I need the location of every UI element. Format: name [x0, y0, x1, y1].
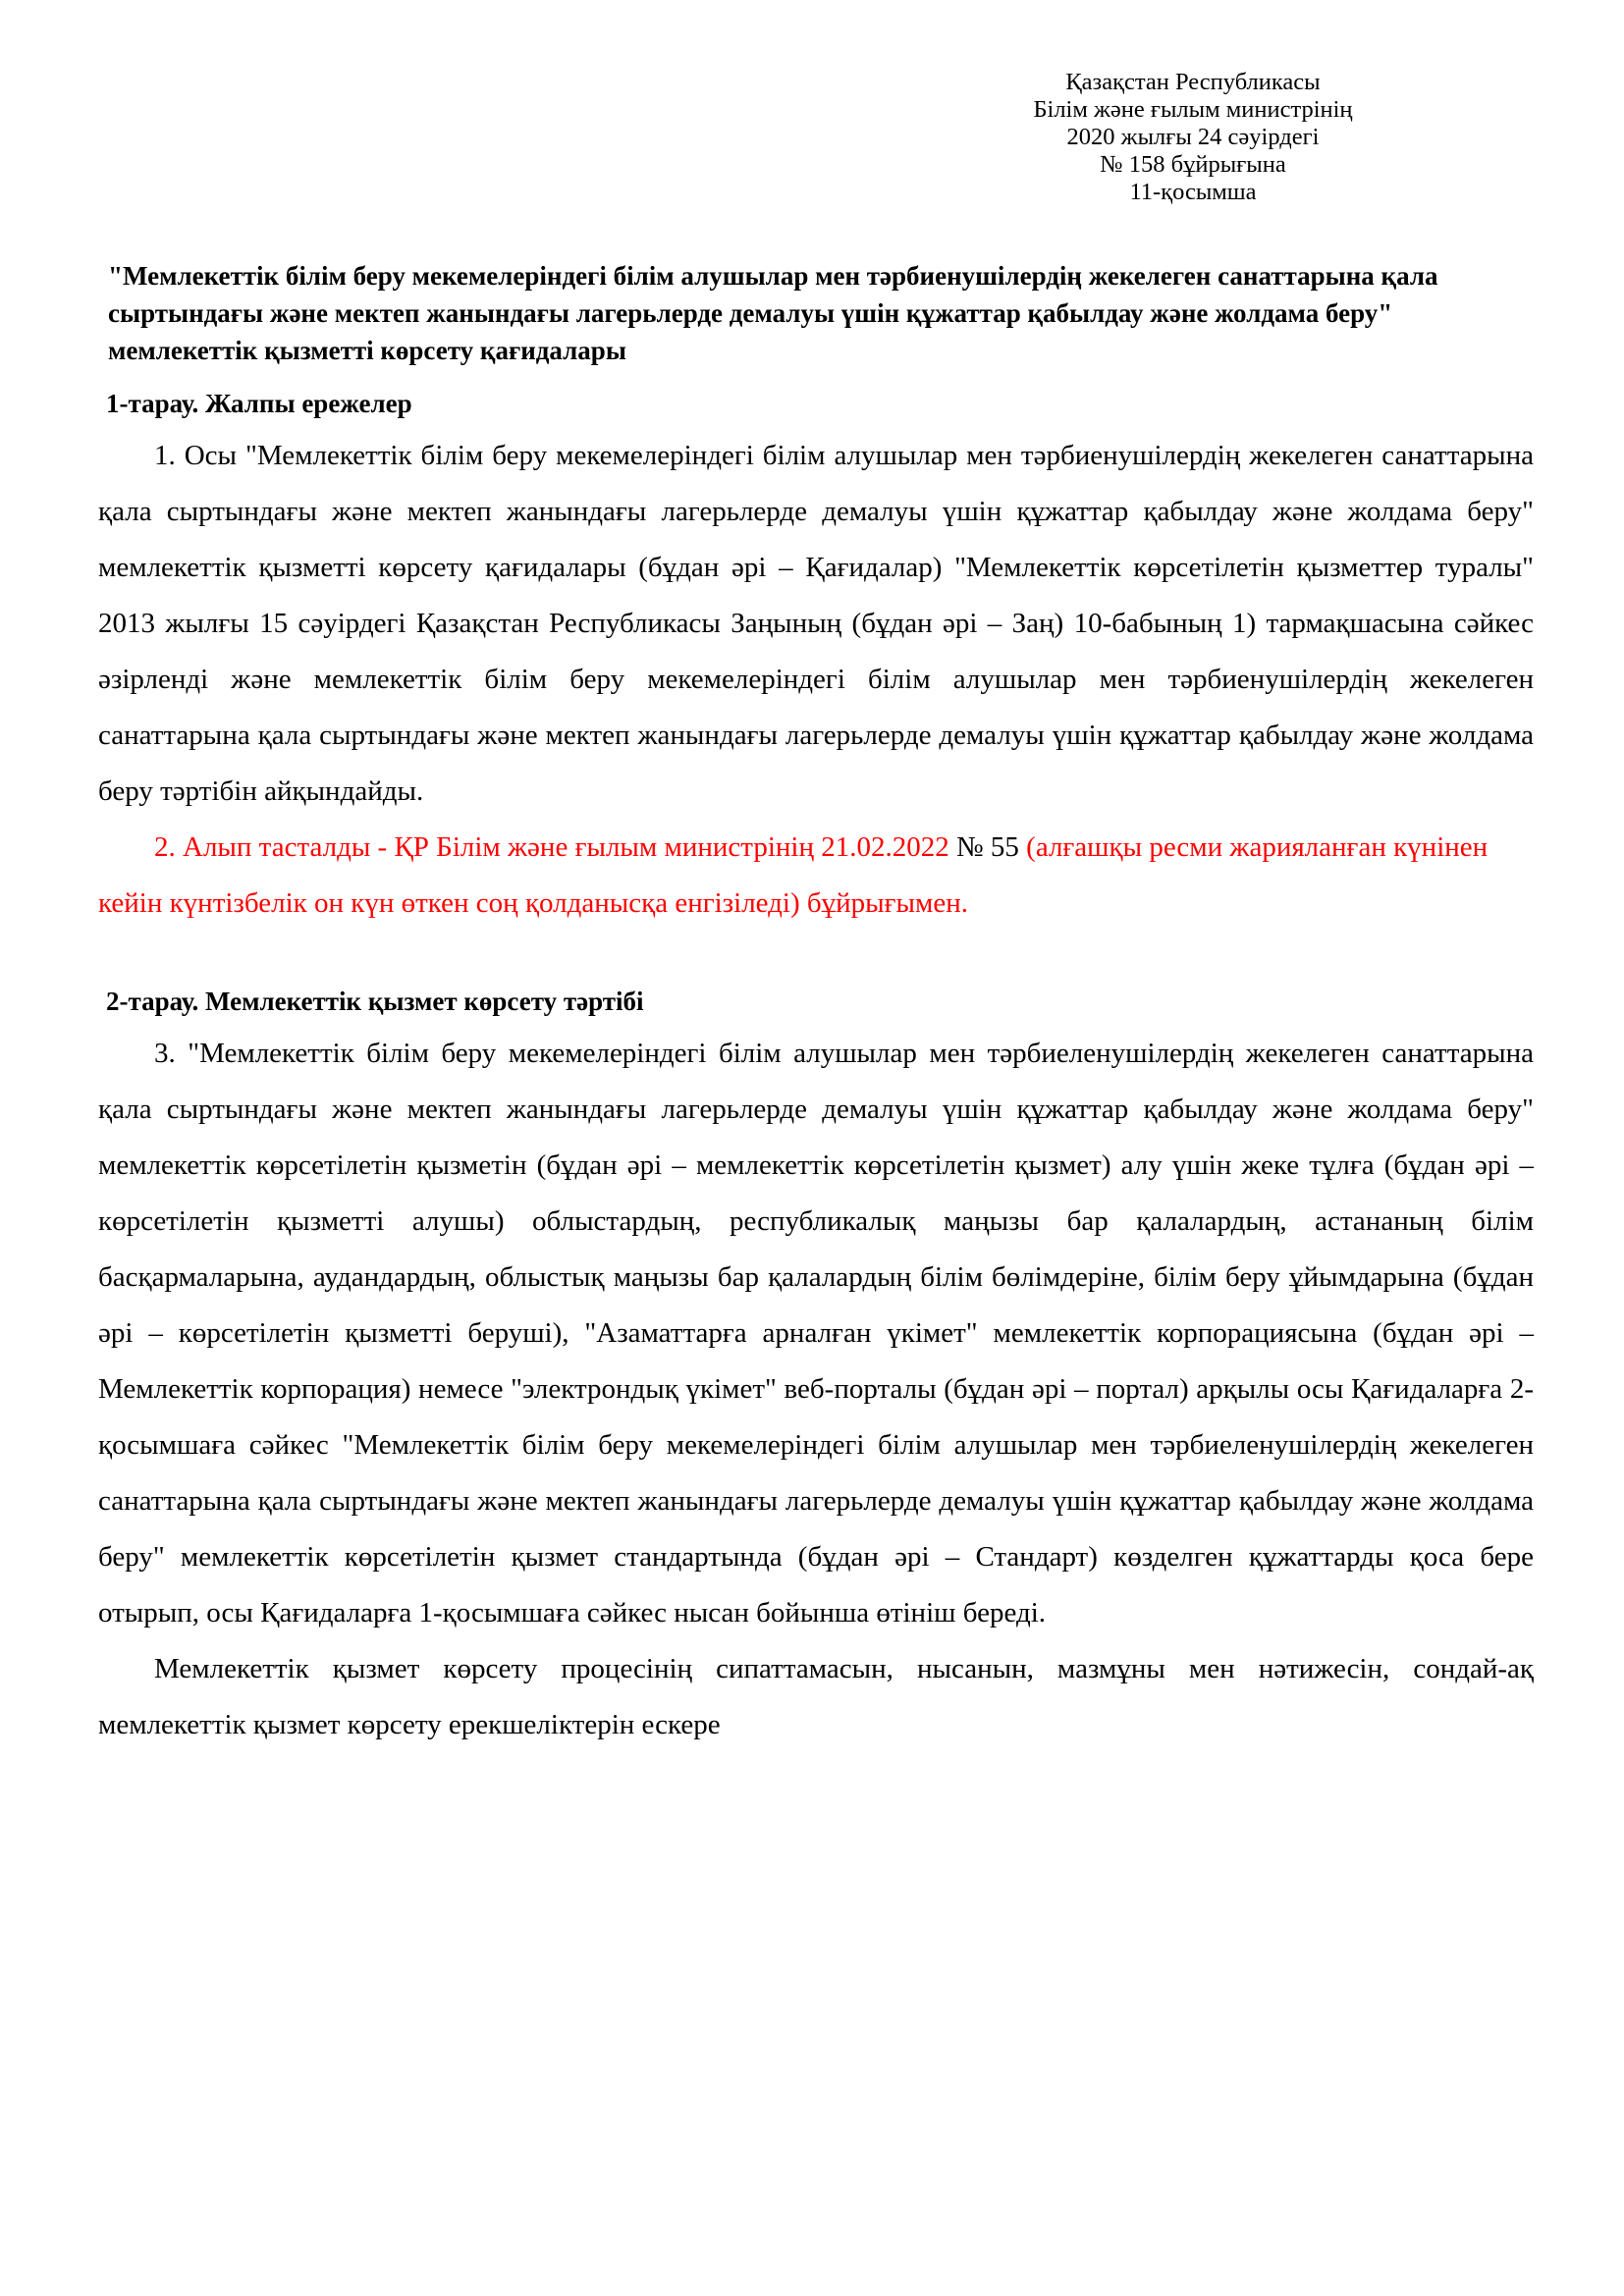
paragraph-3: 3. "Мемлекеттік білім беру мекемелеріндегі білім алушылар мен тәрбиеленушілердің жекелеген санаттарына қала сыртындағы және мектеп жанындағы лагерьлерде демалуы үшін құжаттар қабылдау және жолдама беру" мемлекеттік көрсетілетін қызметін (бұдан әрі – мемлекеттік көрсетілетін қызмет) алу үшін жеке тұлға (бұдан әрі – көрсетілетін қызметті алушы) облыстардың, республикалық маңызы бар қалалардың, астананың білім басқармаларына, аудандардың, облыстық маңызы бар қалалардың білім бөлімдеріне, білім беру ұйымдарына (бұдан әрі – көрсетілетін қызметті беруші), "Азаматтарға арналған үкімет" мемлекеттік корпорациясына (бұдан әрі – Мемлекеттік корпорация) немесе "электрондық үкімет" веб-порталы (бұдан әрі – портал) арқылы осы Қағидаларға 2-қосымшаға сәйкес "Мемлекеттік білім беру мекемелеріндегі білім алушылар мен тәрбиеленушілердің жекелеген санаттарына қала сыртындағы және мектеп жанындағы лагерьлерде демалуы үшін құжаттар қабылдау және жолдама беру" мемлекеттік көрсетілетін қызмет стандартында (бұдан әрі – Стандарт) көзделген құжаттарды қоса бере отырып, осы Қағидаларға 1-қосымшаға сәйкес нысан бойынша өтініш береді. [98, 1038, 1534, 1629]
paragraph-4: Мемлекеттік қызмет көрсету процесінің сипаттамасын, нысанын, мазмұны мен нәтижесін, сондай-ақ мемлекеттік қызмет көрсету ерекшеліктерін ескере [98, 1653, 1534, 1740]
amending-order-number: № 55 [948, 831, 1027, 863]
paragraph-2-removed [98, 820, 1534, 932]
header-line-date: 2020 жылғы 24 сәуірдегі [1066, 124, 1320, 150]
removed-clause-text-part2: (алғашқы ресми жарияланған күнінен кейін күнтізбелік он күн өткен соң қолданысқа енгізіледі) бұйрығымен. [98, 831, 1489, 919]
removed-clause-text-part1: 2. Алып тасталды - ҚР Білім және ғылым министрінің 21.02.2022 [154, 831, 949, 863]
chapter-2-heading: 2-тарау. Мемлекеттік қызмет көрсету тәртібі [106, 987, 644, 1016]
paragraph-1: 1. Осы "Мемлекеттік білім беру мекемелеріндегі білім алушылар мен тәрбиенушілердің жекелеген санаттарына қала сыртындағы және мектеп жанындағы лагерьлерде демалуы үшін құжаттар қабылдау және жолдама беру" мемлекеттік қызметті көрсету қағидалары (бұдан әрі – Қағидалар) "Мемлекеттік көрсетілетін қызметтер туралы" 2013 жылғы 15 сәуірдегі Қазақстан Республикасы Заңының (бұдан әрі – Заң) 10-бабының 1) тармақшасына сәйкес әзірленді және мемлекеттік білім беру мекемелеріндегі білім алушылар мен тәрбиенушілердің жекелеген санаттарына қала сыртындағы және мектеп жанындағы лагерьлерде демалуы үшін құжаттар қабылдау және жолдама беру тәртібін айқындайды. [98, 440, 1534, 807]
header-line-ministry: Білім және ғылым министрінің [1033, 96, 1353, 123]
chapter-1-heading: 1-тарау. Жалпы ережелер [106, 389, 412, 418]
header-line-appendix: 11-қосымша [1129, 179, 1257, 205]
header-line-country: Қазақстан Республикасы [1065, 69, 1321, 95]
order-reference-block [982, 69, 1404, 206]
header-line-order-number: № 158 бұйрығына [1100, 151, 1286, 178]
document-title: "Мемлекеттік білім беру мекемелеріндегі білім алушылар мен тәрбиенушілердің жекелеген санаттарына қала сыртындағы және мектеп жанындағы лагерьлерде демалуы үшін құжаттар қабылдау және жолдама беру" мемлекеттік қызметті көрсету қағидалары [108, 261, 1438, 365]
